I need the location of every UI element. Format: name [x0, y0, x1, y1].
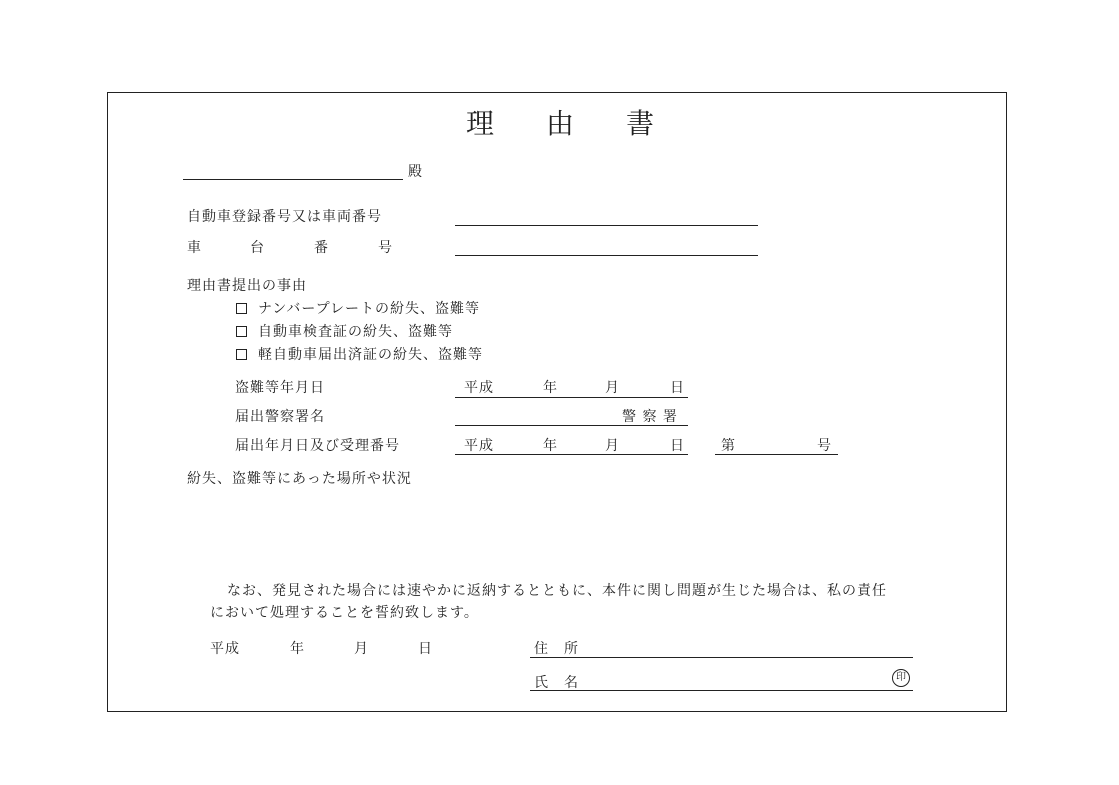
chassis-label-char-4: 号: [378, 240, 393, 256]
police-station-label: 届出警察署名: [235, 409, 325, 425]
addressee-suffix: 殿: [408, 164, 423, 180]
title-char-2: 由: [546, 107, 575, 140]
address-field[interactable]: [530, 657, 913, 658]
name-label: 氏 名: [534, 675, 579, 691]
chassis-number-field[interactable]: [455, 255, 758, 256]
chassis-label-char-1: 車: [187, 240, 202, 256]
theft-date-era: 平成: [464, 380, 494, 396]
registration-number-field[interactable]: [455, 225, 758, 226]
footer-date-day-unit: 日: [418, 641, 433, 657]
footer-date-month-unit: 月: [354, 641, 369, 657]
theft-date-year-unit: 年: [543, 380, 558, 396]
option-license-plate-label: ナンバープレートの紛失、盗難等: [258, 301, 481, 317]
police-station-suffix: 警 察 署: [622, 409, 678, 425]
name-field[interactable]: [530, 690, 913, 691]
reason-heading: 理由書提出の事由: [187, 278, 307, 294]
report-date-number-label: 届出年月日及び受理番号: [235, 438, 400, 454]
report-number-field[interactable]: [715, 454, 838, 455]
report-date-month-unit: 月: [605, 438, 620, 454]
chassis-label-char-3: 番: [314, 240, 329, 256]
police-station-field[interactable]: [455, 425, 688, 426]
title-char-1: 理: [466, 107, 495, 140]
checkbox-license-plate[interactable]: [236, 303, 247, 314]
declaration-line-2: において処理することを誓約致します。: [210, 605, 479, 621]
declaration-line-1: なお、発見された場合には速やかに返納するとともに、本件に関し問題が生じた場合は、私の責任: [227, 583, 887, 599]
seal-mark: 印: [892, 669, 910, 687]
location-circumstances-label: 紛失、盗難等にあった場所や状況: [187, 471, 412, 487]
report-date-day-unit: 日: [670, 438, 685, 454]
address-label: 住 所: [534, 641, 579, 657]
checkbox-inspection-certificate[interactable]: [236, 326, 247, 337]
theft-date-month-unit: 月: [605, 380, 620, 396]
footer-date-era: 平成: [210, 641, 240, 657]
chassis-label-char-2: 台: [250, 240, 265, 256]
theft-date-day-unit: 日: [670, 380, 685, 396]
checkbox-kei-notification[interactable]: [236, 349, 247, 360]
report-date-year-unit: 年: [543, 438, 558, 454]
registration-number-label: 自動車登録番号又は車両番号: [187, 209, 382, 225]
report-number-prefix: 第: [721, 438, 736, 454]
addressee-field[interactable]: [183, 179, 403, 180]
option-kei-notification-label: 軽自動車届出済証の紛失、盗難等: [258, 347, 483, 363]
report-number-suffix: 号: [817, 438, 832, 454]
title-char-3: 書: [626, 107, 655, 140]
theft-date-field[interactable]: [455, 397, 688, 398]
option-inspection-certificate-label: 自動車検査証の紛失、盗難等: [258, 324, 453, 340]
report-date-field[interactable]: [455, 454, 688, 455]
theft-date-label: 盗難等年月日: [235, 380, 325, 396]
report-date-era: 平成: [464, 438, 494, 454]
footer-date-year-unit: 年: [290, 641, 305, 657]
